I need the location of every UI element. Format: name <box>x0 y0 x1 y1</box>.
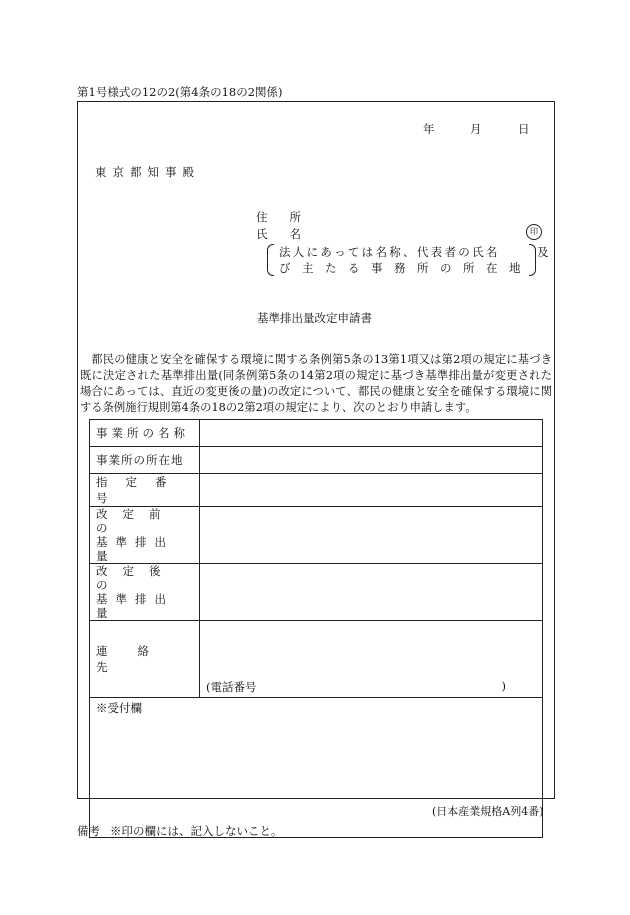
remarks <box>77 823 283 839</box>
seal-mark: 印 <box>526 224 542 240</box>
remarks-text: ※印の欄には、記入しないこと。 <box>110 824 283 838</box>
date-day: 日 <box>518 122 530 136</box>
date-month: 月 <box>470 122 482 136</box>
office-address-value <box>200 447 543 474</box>
designation-number-label: 指定番号 <box>96 475 185 505</box>
application-body: 都民の健康と安全を確保する環境に関する条例第5条の13第1項又は第2項の規定に基づき既に決定された基準排出量(同条例第5条の14第2項の規定に基づき基準排出量が変更された場合にあっては、直近の変更後の量)の改定について、都民の健康と安全を確保する環境に関する条例施行規則第4条の18の2第2項の規定により、次のとおり申請します。 <box>80 353 552 414</box>
after-value <box>200 564 543 621</box>
before-label-line1: 改定前の <box>96 507 176 535</box>
paper-size-note: (日本産業規格A列4番) <box>432 805 544 818</box>
after-label-line2: 基準排出量 <box>96 592 174 620</box>
row-office-address <box>90 447 543 474</box>
row-contact <box>90 621 543 698</box>
address-label: 住所 <box>256 210 323 224</box>
before-label-line2: 基準排出量 <box>96 535 174 563</box>
phone-label: (電話番号 <box>206 680 257 694</box>
corporate-note-suffix: 及 <box>537 245 549 259</box>
contact-label: 連絡先 <box>96 644 179 674</box>
name-label: 氏名 <box>256 227 323 241</box>
row-designation <box>90 474 543 507</box>
phone-line <box>206 679 506 695</box>
office-name-value <box>200 420 543 447</box>
application-table <box>89 419 543 838</box>
row-office-name <box>90 420 543 447</box>
bracket-left <box>267 244 274 276</box>
corporate-note-line1: 法人にあっては名称、代表者の氏名 <box>279 245 500 259</box>
form-number: 第1号様式の12の2(第4条の18の2関係) <box>77 85 283 99</box>
contact-value <box>200 621 543 698</box>
corporate-note-line2: び主たる事務所の所在地 <box>279 261 532 275</box>
document-title: 基準排出量改定申請書 <box>257 311 372 325</box>
row-after <box>90 564 543 621</box>
addressee: 東京都知事殿 <box>95 165 200 179</box>
bracket-right <box>529 244 536 276</box>
row-before <box>90 507 543 564</box>
after-label-line1: 改定後の <box>96 564 176 592</box>
date-year: 年 <box>423 122 435 136</box>
designation-number-value <box>200 474 543 507</box>
reception-label: ※受付欄 <box>96 701 142 715</box>
remarks-label: 備考 <box>77 824 100 838</box>
office-name-label: 事業所の名称 <box>96 426 189 440</box>
office-address-label: 事業所の所在地 <box>96 453 184 467</box>
phone-close: ) <box>501 679 506 693</box>
before-value <box>200 507 543 564</box>
